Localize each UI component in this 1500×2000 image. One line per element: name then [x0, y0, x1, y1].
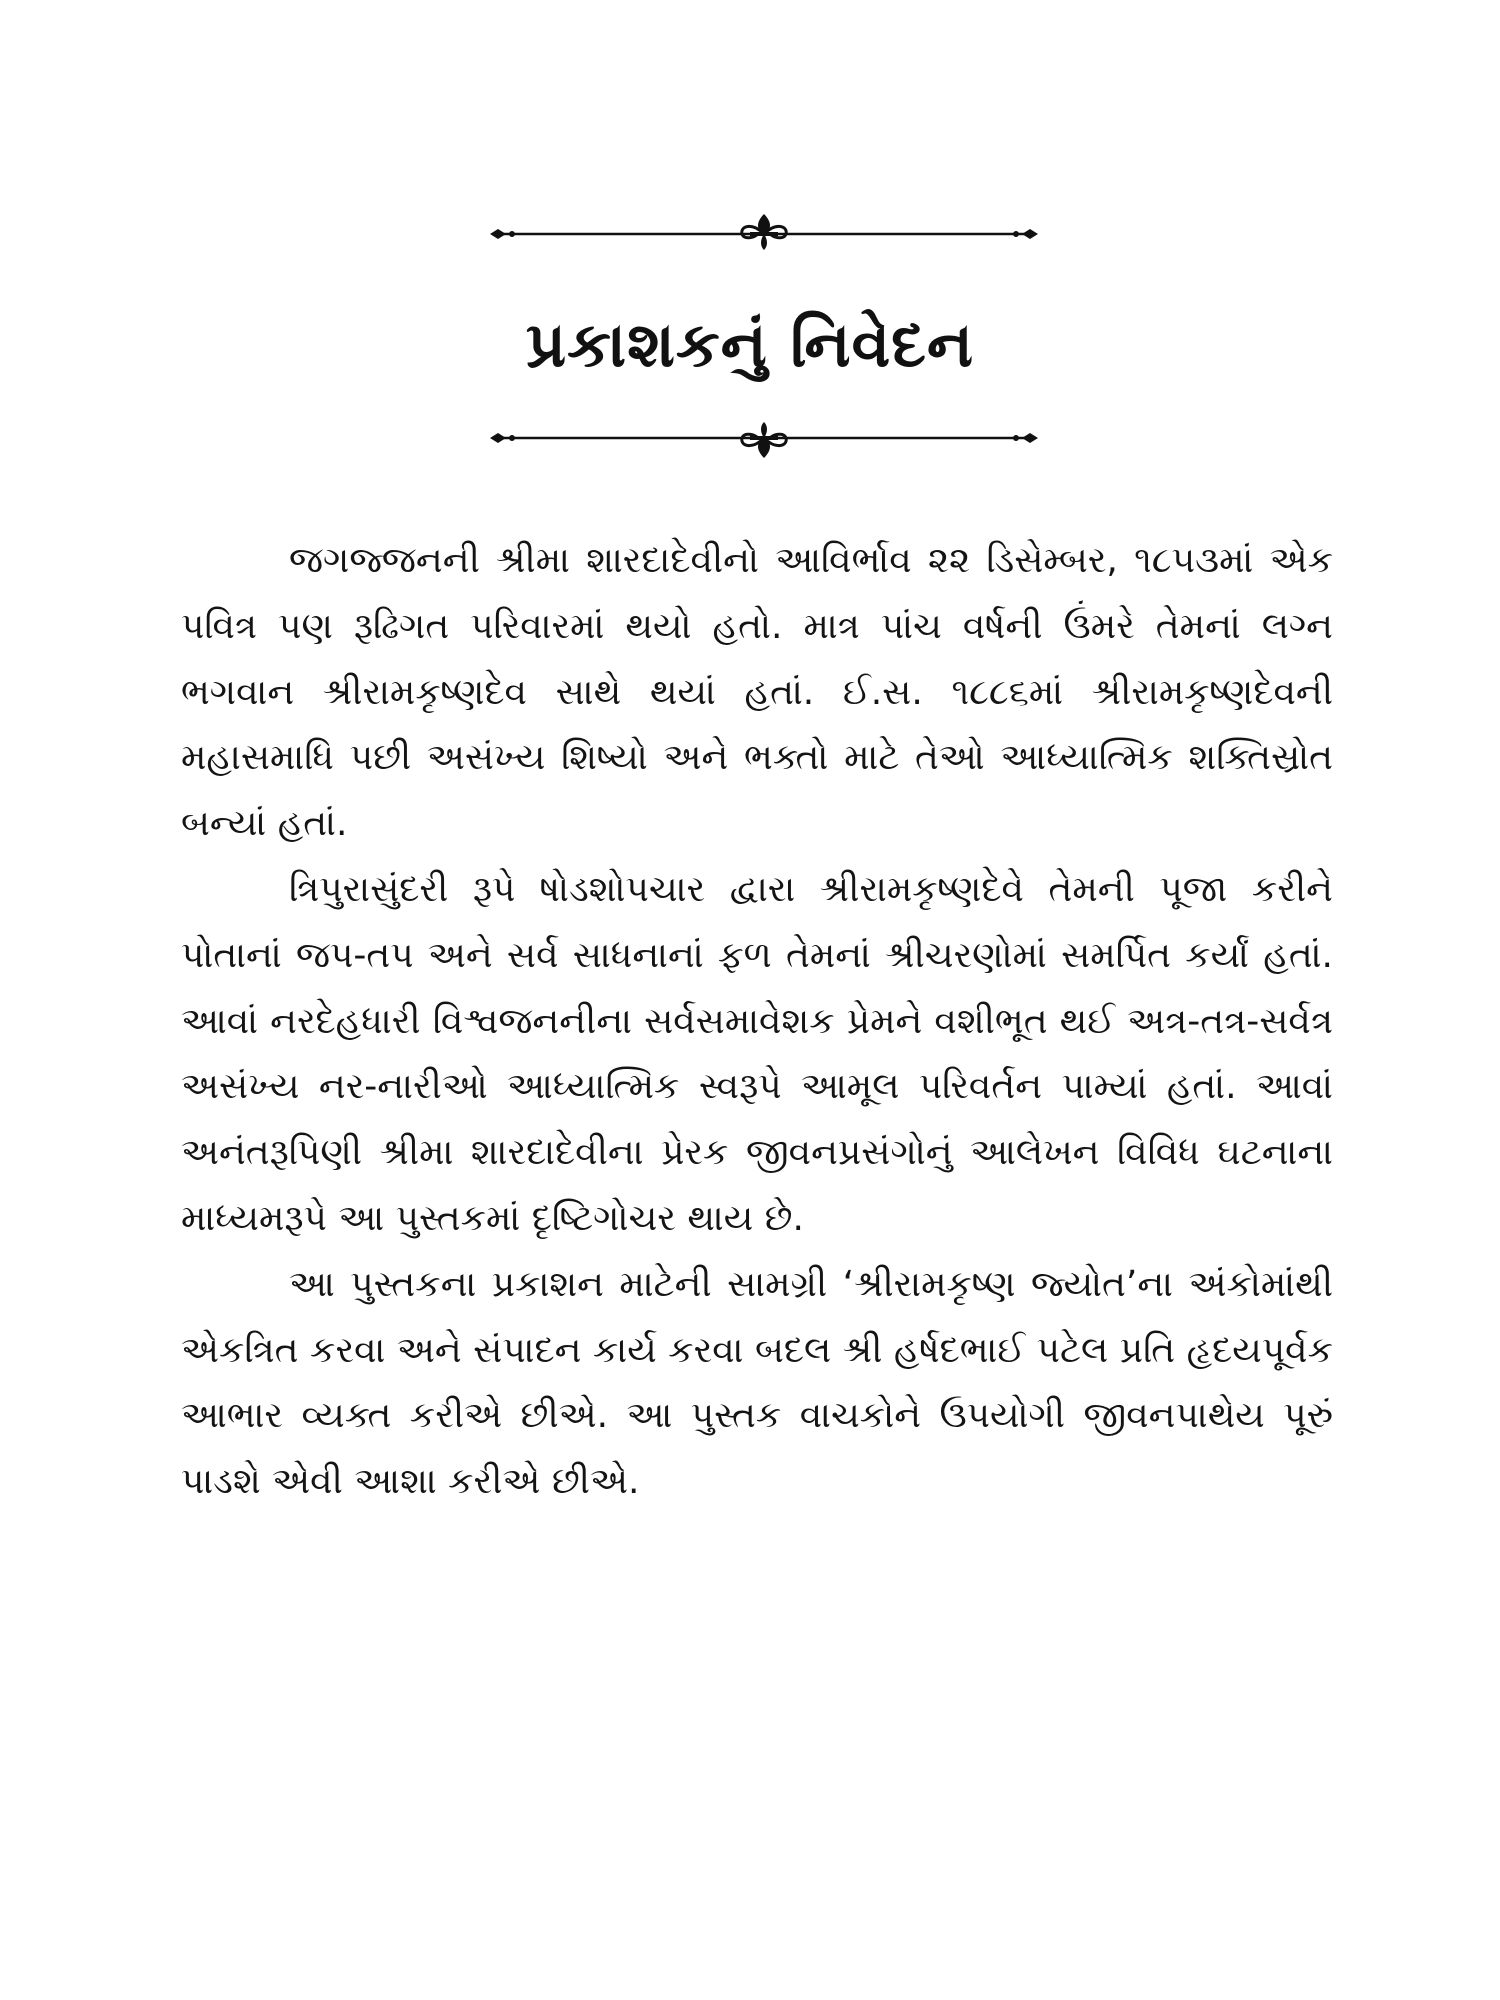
bottom-ornament-divider-icon [488, 420, 1040, 460]
top-ornament-divider-icon [488, 212, 1040, 252]
preface-body [181, 528, 1333, 1515]
paragraph-3: આ પુસ્તકના પ્રકાશન માટેની સામગ્રી ‘શ્રીરામકૃષ્ણ જ્યોત’ના અંકોમાંથી એકત્રિત કરવા અને સંપાદન કાર્ય કરવા બદલ શ્રી હર્ષદભાઈ પટેલ પ્રતિ હૃદયપૂર્વક આભાર વ્યક્ત કરીએ છીએ. આ પુસ્તક વાચકોને ઉપયોગી જીવનપાથેય પૂરું પાડશે એવી આશા કરીએ છીએ. [181, 1263, 1333, 1503]
paragraph-2: ત્રિપુરાસુંદરી રૂપે ષોડશોપચાર દ્વારા શ્રીરામકૃષ્ણદેવે તેમની પૂજા કરીને પોતાનાં જપ-તપ અને સર્વ સાધનાનાં ફળ તેમનાં શ્રીચરણોમાં સમર્પિત કર્યાં હતાં. આવાં નરદેહધારી વિશ્વજનનીના સર્વસમાવેશક પ્રેમને વશીભૂત થઈ અત્ર-તત્ર-સર્વત્ર અસંખ્ય નર-નારીઓ આધ્યાત્મિક સ્વરૂપે આમૂલ પરિવર્તન પામ્યાં હતાં. આવાં અનંતરૂપિણી શ્રીમા શારદાદેવીના પ્રેરક જીવનપ્રસંગોનું આલેખન વિવિધ ઘટનાના માધ્યમરૂપે આ પુસ્તકમાં દૃષ્ટિગોચર થાય છે. [181, 868, 1333, 1239]
page-title: પ્રકાશકનું નિવેદન [525, 308, 975, 381]
paragraph-1: જગજ્જનની શ્રીમા શારદાદેવીનો આવિર્ભાવ ૨૨ ડિસેમ્બર, ૧૮૫૩માં એક પવિત્ર પણ રૂઢિગત પરિવારમાં થયો હતો. માત્ર પાંચ વર્ષની ઉંમરે તેમનાં લગ્ન ભગવાન શ્રીરામકૃષ્ણદેવ સાથે થયાં હતાં. ઈ.સ. ૧૮૮૬માં શ્રીરામકૃષ્ણદેવની મહાસમાધિ પછી અસંખ્ય શિષ્યો અને ભક્તો માટે તેઓ આધ્યાત્મિક શક્તિસ્રોત બન્યાં હતાં. [181, 540, 1333, 845]
